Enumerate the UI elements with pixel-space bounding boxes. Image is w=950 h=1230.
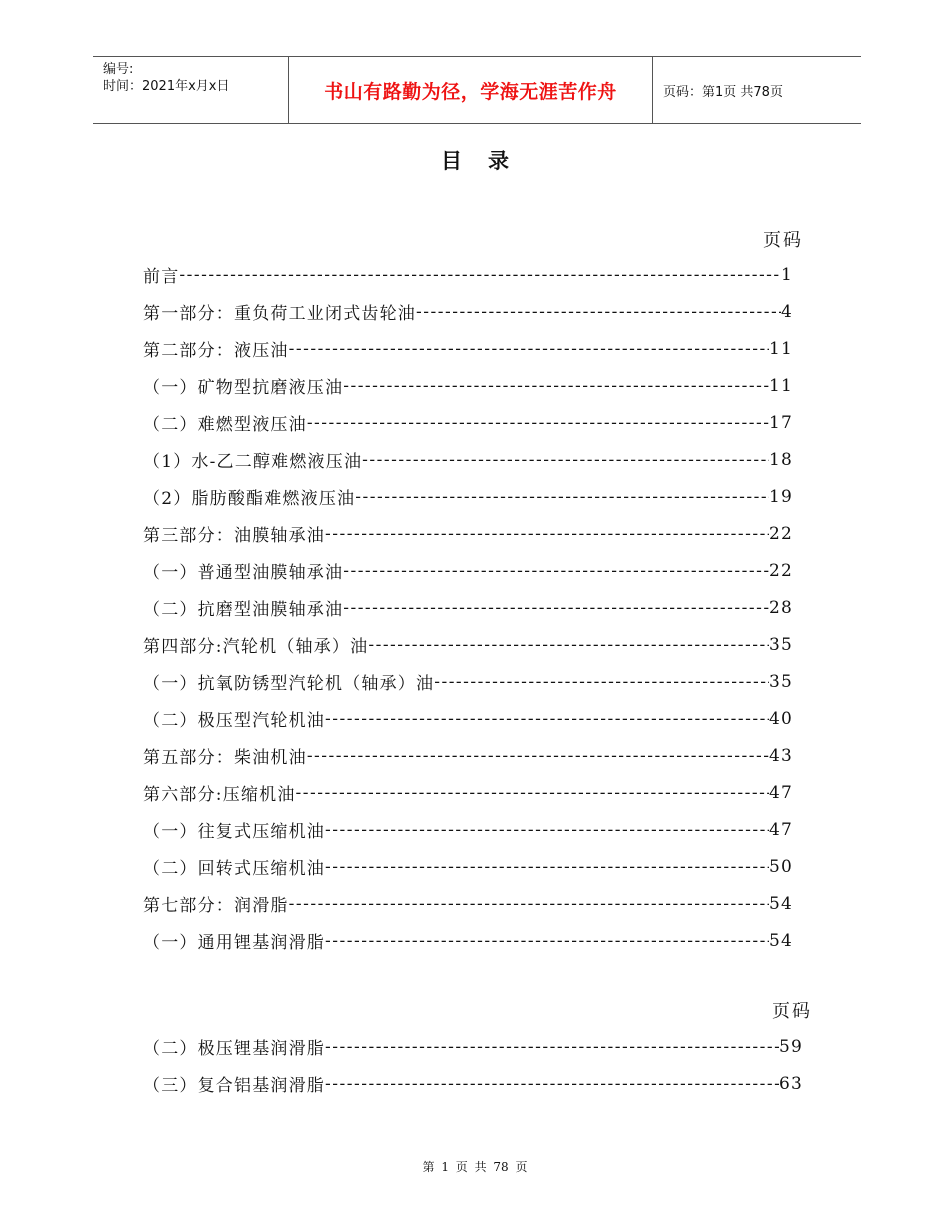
toc-item-label: （一）往复式压缩机油 [143,822,325,842]
toc-item-label: （1）水-乙二醇难燃液压油 [143,452,363,472]
toc-item-page: 1 [780,264,793,285]
toc-item[interactable] [143,663,793,700]
toc-item-page: 54 [768,893,793,914]
toc-leader [325,820,769,840]
toc-leader [416,302,781,322]
toc-leader [343,376,769,396]
toc-item-page: 35 [768,634,793,655]
toc-leader [325,1074,779,1094]
toc-item[interactable] [143,330,793,367]
toc-list-2 [143,1028,803,1102]
toc-item-label: 第三部分：油膜轴承油 [143,526,325,546]
toc-item-label: （一）矿物型抗磨液压油 [143,378,344,398]
toc-item-page: 17 [768,412,793,433]
toc-item-label: （一）抗氧防锈型汽轮机（轴承）油 [143,674,435,694]
toc-item-page: 40 [768,708,793,729]
toc-leader [296,783,769,803]
toc-leader [368,635,769,655]
toc-leader [325,524,769,544]
toc-leader [179,265,781,285]
toc-item[interactable] [143,885,793,922]
toc-leader [325,931,769,951]
toc-leader [325,1037,779,1057]
toc-item[interactable] [143,552,793,589]
toc-item[interactable] [143,737,793,774]
toc-leader [343,598,769,618]
slogan: 书山有路勤为径，学海无涯苦作舟 [324,80,617,103]
toc-item[interactable] [143,404,793,441]
toc-leader [307,746,769,766]
toc-item-page: 18 [768,449,793,470]
toc-item-page: 47 [768,782,793,803]
toc-item-page: 11 [768,338,793,359]
toc-item-label: 第七部分：润滑脂 [143,896,289,916]
page-title: 目录 [441,149,535,173]
toc-item-page: 59 [778,1036,803,1057]
toc-item-label: （二）难燃型液压油 [143,415,307,435]
toc-item[interactable] [143,478,793,515]
toc-item-label: （三）复合铝基润滑脂 [143,1076,325,1096]
toc-item-page: 63 [778,1073,803,1094]
toc-item[interactable] [143,774,793,811]
toc-leader [289,894,769,914]
page-code-label: 页码 [763,230,803,251]
toc-item-page: 47 [768,819,793,840]
time-label: 时间：2021年x月x日 [103,79,230,94]
header-page-label: 页码：第1页 共78页 [663,84,783,100]
toc-item-page: 4 [780,301,793,322]
page-code-label-2: 页码 [772,1001,812,1022]
toc-leader [343,561,769,581]
toc-item-label: （二）极压型汽轮机油 [143,711,325,731]
toc-item-label: （一）普通型油膜轴承油 [143,563,344,583]
toc-leader [307,413,769,433]
header-right-cell [653,57,861,123]
toc-item[interactable] [143,441,793,478]
toc-item-page: 22 [768,560,793,581]
toc-item[interactable] [143,700,793,737]
toc-item-label: （二）抗磨型油膜轴承油 [143,600,344,620]
toc-item-label: 第四部分:汽轮机（轴承）油 [143,637,369,657]
page-header [93,56,861,124]
page-footer: 第 1 页 共 78 页 [422,1160,528,1174]
toc-item-page: 19 [768,486,793,507]
toc-item[interactable] [143,811,793,848]
toc-item[interactable] [143,367,793,404]
toc-item-page: 28 [768,597,793,618]
toc-item-label: （二）极压锂基润滑脂 [143,1039,325,1059]
toc-leader [434,672,769,692]
header-left-cell [93,57,289,123]
toc-item-page: 22 [768,523,793,544]
toc-item[interactable] [143,293,793,330]
toc-item-label: 第五部分：柴油机油 [143,748,307,768]
toc-item-label: 前言 [143,267,180,287]
toc-item-page: 54 [768,930,793,951]
toc-item[interactable] [143,922,793,959]
toc-item-label: 第二部分：液压油 [143,341,289,361]
toc-item-page: 35 [768,671,793,692]
toc-item[interactable] [143,848,793,885]
toc-item-label: （一）通用锂基润滑脂 [143,933,325,953]
toc-list [143,256,793,959]
toc-item[interactable] [143,1028,803,1065]
toc-leader [289,339,769,359]
toc-item-label: 第一部分：重负荷工业闭式齿轮油 [143,304,416,324]
toc-leader [325,857,769,877]
toc-item-page: 50 [768,856,793,877]
toc-item[interactable] [143,515,793,552]
toc-item[interactable] [143,1065,803,1102]
toc-item[interactable] [143,256,793,293]
toc-item-page: 43 [768,745,793,766]
toc-item-label: 第六部分:压缩机油 [143,785,296,805]
header-middle-cell [289,57,653,123]
toc-item[interactable] [143,589,793,626]
toc-item-label: （二）回转式压缩机油 [143,859,325,879]
toc-item[interactable] [143,626,793,663]
toc-item-label: （2）脂肪酸酯难燃液压油 [143,489,356,509]
serial-label: 编号: [103,62,134,77]
toc-item-page: 11 [768,375,793,396]
toc-leader [325,709,769,729]
toc-leader [355,487,769,507]
toc-leader [362,450,769,470]
